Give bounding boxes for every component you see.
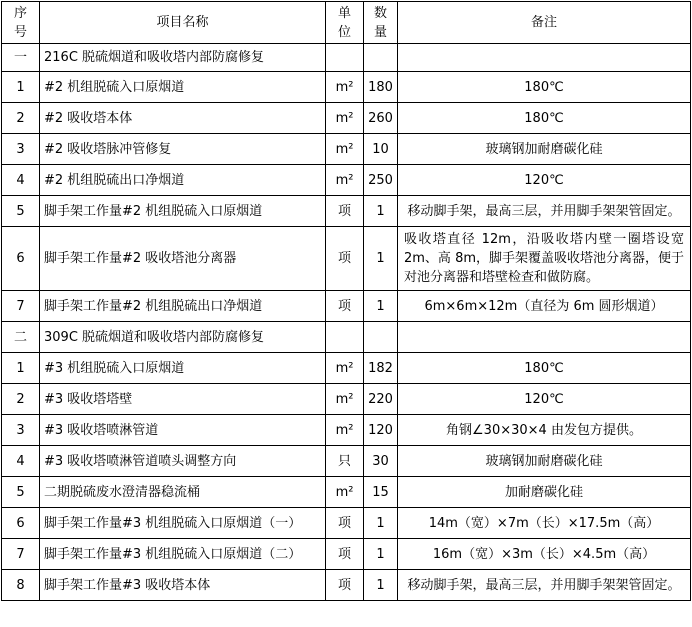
row-note: 180℃ [398, 103, 691, 134]
header-note: 备注 [398, 2, 691, 44]
row-item-name: #3 吸收塔喷淋管道 [40, 415, 326, 446]
row-note: 玻璃钢加耐磨碳化硅 [398, 134, 691, 165]
row-quantity [364, 322, 398, 353]
row-item-name: #2 吸收塔本体 [40, 103, 326, 134]
row-index: 1 [2, 72, 40, 103]
row-note [398, 44, 691, 72]
row-unit [326, 44, 364, 72]
work-items-table [1, 1, 691, 601]
row-item-name: #2 吸收塔脉冲管修复 [40, 134, 326, 165]
row-quantity: 10 [364, 134, 398, 165]
row-item-name: #2 机组脱硫出口净烟道 [40, 165, 326, 196]
row-note: 180℃ [398, 353, 691, 384]
row-note: 16m（宽）×3m（长）×4.5m（高） [398, 539, 691, 570]
row-unit: 项 [326, 570, 364, 601]
row-quantity: 30 [364, 446, 398, 477]
row-quantity: 182 [364, 353, 398, 384]
table-row [2, 196, 691, 227]
table-row [2, 384, 691, 415]
row-item-name: #3 机组脱硫入口原烟道 [40, 353, 326, 384]
row-unit [326, 322, 364, 353]
row-quantity: 180 [364, 72, 398, 103]
row-unit: m² [326, 165, 364, 196]
row-note: 120℃ [398, 165, 691, 196]
row-note: 120℃ [398, 384, 691, 415]
row-item-name: 二期脱硫废水澄清器稳流桶 [40, 477, 326, 508]
table-row [2, 415, 691, 446]
table-row [2, 353, 691, 384]
row-quantity: 1 [364, 570, 398, 601]
row-unit: m² [326, 415, 364, 446]
row-quantity: 120 [364, 415, 398, 446]
table-row [2, 477, 691, 508]
table-row [2, 103, 691, 134]
row-quantity: 260 [364, 103, 398, 134]
row-index: 3 [2, 415, 40, 446]
table-row [2, 570, 691, 601]
row-index: 5 [2, 196, 40, 227]
row-unit: m² [326, 72, 364, 103]
header-index: 序 号 [2, 2, 40, 44]
row-note: 加耐磨碳化硅 [398, 477, 691, 508]
row-quantity: 250 [364, 165, 398, 196]
row-item-name: 脚手架工作量#3 机组脱硫入口原烟道（一） [40, 508, 326, 539]
row-quantity: 220 [364, 384, 398, 415]
row-item-name: 脚手架工作量#2 机组脱硫出口净烟道 [40, 291, 326, 322]
row-note: 移动脚手架，最高三层，并用脚手架架管固定。 [398, 570, 691, 601]
row-index: 6 [2, 508, 40, 539]
row-unit: m² [326, 103, 364, 134]
row-item-name: #3 吸收塔塔壁 [40, 384, 326, 415]
row-note: 角钢∠30×30×4 由发包方提供。 [398, 415, 691, 446]
section-row [2, 44, 691, 72]
row-note: 吸收塔直径 12m，沿吸收塔内壁一圈塔设宽 2m、高 8m，脚手架覆盖吸收塔池分离器，便于对池分离器和塔壁检查和做防腐。 [398, 227, 691, 291]
row-index: 3 [2, 134, 40, 165]
row-unit: 项 [326, 196, 364, 227]
row-item-name: 脚手架工作量#3 吸收塔本体 [40, 570, 326, 601]
row-note: 玻璃钢加耐磨碳化硅 [398, 446, 691, 477]
row-item-name: 脚手架工作量#2 机组脱硫入口原烟道 [40, 196, 326, 227]
row-item-name: 309C 脱硫烟道和吸收塔内部防腐修复 [40, 322, 326, 353]
row-note: 180℃ [398, 72, 691, 103]
row-quantity [364, 44, 398, 72]
row-quantity: 1 [364, 539, 398, 570]
row-unit: 项 [326, 539, 364, 570]
table-row [2, 446, 691, 477]
row-item-name: #2 机组脱硫入口原烟道 [40, 72, 326, 103]
row-index: 4 [2, 165, 40, 196]
row-note: 14m（宽）×7m（长）×17.5m（高） [398, 508, 691, 539]
row-quantity: 1 [364, 508, 398, 539]
table-row [2, 72, 691, 103]
row-item-name: 脚手架工作量#3 机组脱硫入口原烟道（二） [40, 539, 326, 570]
row-unit: 项 [326, 227, 364, 291]
table-body [2, 44, 691, 601]
row-index: 二 [2, 322, 40, 353]
row-quantity: 1 [364, 196, 398, 227]
row-index: 4 [2, 446, 40, 477]
row-unit: m² [326, 384, 364, 415]
row-unit: 只 [326, 446, 364, 477]
row-unit: m² [326, 134, 364, 165]
table-header-row [2, 2, 691, 44]
header-qty: 数 量 [364, 2, 398, 44]
row-item-name: 216C 脱硫烟道和吸收塔内部防腐修复 [40, 44, 326, 72]
row-index: 8 [2, 570, 40, 601]
row-item-name: 脚手架工作量#2 吸收塔池分离器 [40, 227, 326, 291]
table-row [2, 134, 691, 165]
table-row [2, 291, 691, 322]
row-unit: 项 [326, 291, 364, 322]
header-name: 项目名称 [40, 2, 326, 44]
row-item-name: #3 吸收塔喷淋管道喷头调整方向 [40, 446, 326, 477]
table-row [2, 508, 691, 539]
row-index: 2 [2, 103, 40, 134]
row-unit: m² [326, 477, 364, 508]
row-unit: 项 [326, 508, 364, 539]
row-index: 一 [2, 44, 40, 72]
row-note: 移动脚手架，最高三层，并用脚手架架管固定。 [398, 196, 691, 227]
row-quantity: 1 [364, 227, 398, 291]
table-row [2, 539, 691, 570]
table-row [2, 165, 691, 196]
row-index: 5 [2, 477, 40, 508]
section-row [2, 322, 691, 353]
row-index: 7 [2, 291, 40, 322]
row-index: 2 [2, 384, 40, 415]
row-note: 6m×6m×12m（直径为 6m 圆形烟道） [398, 291, 691, 322]
table-row [2, 227, 691, 291]
row-quantity: 15 [364, 477, 398, 508]
row-note [398, 322, 691, 353]
row-index: 6 [2, 227, 40, 291]
row-quantity: 1 [364, 291, 398, 322]
row-unit: m² [326, 353, 364, 384]
header-unit: 单 位 [326, 2, 364, 44]
row-index: 7 [2, 539, 40, 570]
row-index: 1 [2, 353, 40, 384]
